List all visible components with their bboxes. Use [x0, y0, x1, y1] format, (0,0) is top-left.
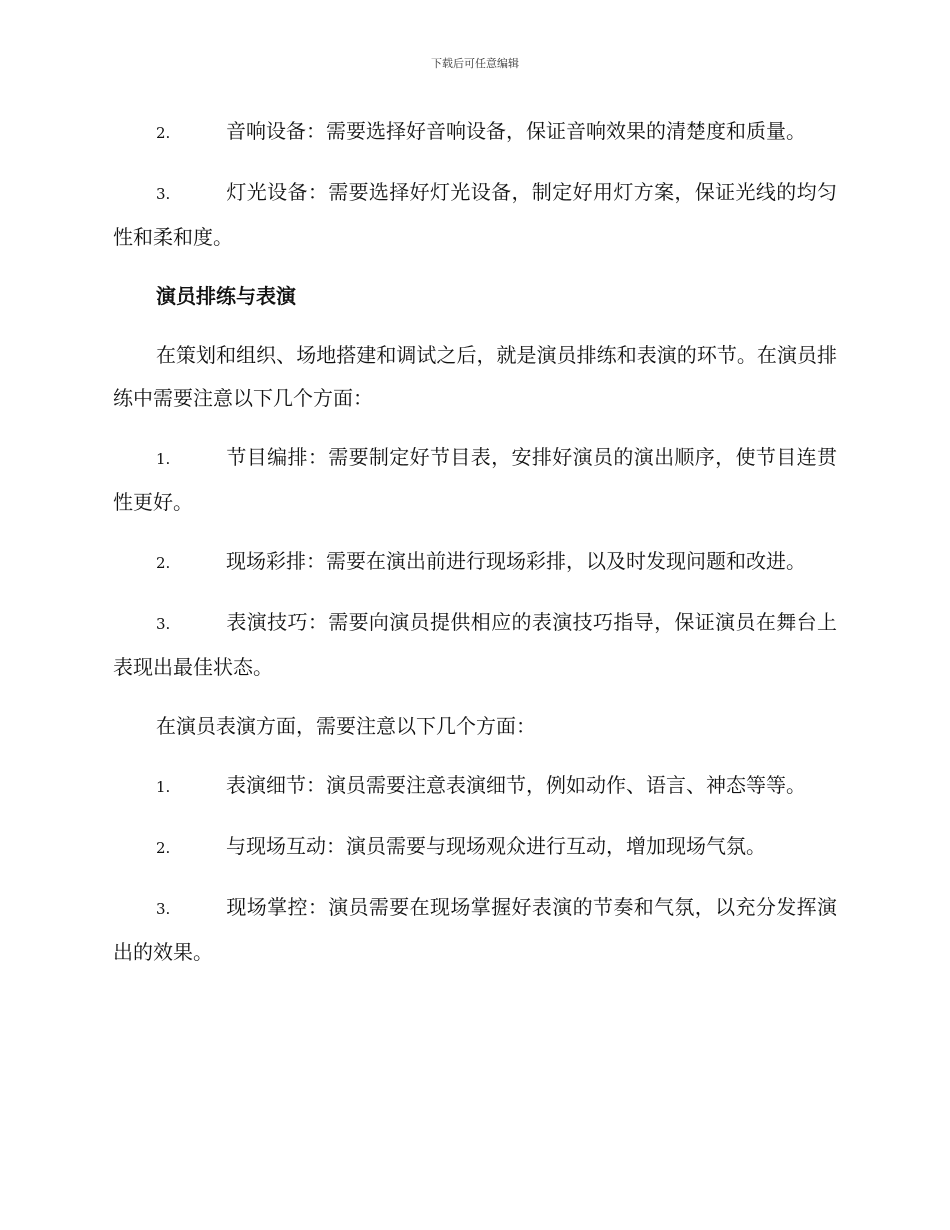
section-heading: 演员排练与表演: [156, 284, 296, 308]
list-item: [113, 436, 837, 524]
list-item: [113, 764, 837, 809]
list-item-number: 2.: [156, 554, 171, 572]
list-item: [113, 110, 837, 155]
list-item-number: 1.: [156, 450, 171, 468]
list-item-text: 灯光设备：需要选择好灯光设备，制定好用灯方案，保证光线的均匀性和柔和度。: [113, 180, 837, 249]
list-item-number: 3.: [156, 185, 171, 203]
intro-paragraph: 在策划和组织、场地搭建和调试之后，就是演员排练和表演的环节。在演员排练中需要注意以下几个方面：: [113, 343, 837, 410]
list-item-text: 音响设备：需要选择好音响设备，保证音响效果的清楚度和质量。: [226, 119, 806, 143]
list-item-number: 1.: [156, 778, 171, 796]
list-item-text: 表演技巧：需要向演员提供相应的表演技巧指导，保证演员在舞台上表现出最佳状态。: [113, 610, 837, 679]
list-item-number: 3.: [156, 900, 171, 918]
list-item-number: 2.: [156, 124, 171, 142]
page-header-note: 下载后可任意编辑: [431, 57, 519, 70]
list-item: [113, 886, 837, 974]
document-body: [113, 110, 837, 990]
list-item-text: 节目编排：需要制定好节目表，安排好演员的演出顺序，使节目连贯性更好。: [113, 445, 837, 514]
list-item: [113, 171, 837, 259]
performance-intro-paragraph: 在演员表演方面，需要注意以下几个方面：: [156, 714, 536, 738]
list-item-number: 2.: [156, 839, 171, 857]
list-item-text: 表演细节：演员需要注意表演细节，例如动作、语言、神态等等。: [226, 773, 806, 797]
list-item-text: 现场彩排：需要在演出前进行现场彩排，以及时发现问题和改进。: [226, 549, 806, 573]
list-item-text: 现场掌控：演员需要在现场掌握好表演的节奏和气氛，以充分发挥演出的效果。: [113, 895, 837, 964]
list-item-text: 与现场互动：演员需要与现场观众进行互动，增加现场气氛。: [226, 834, 766, 858]
list-item: [113, 601, 837, 689]
list-item: [113, 540, 837, 585]
list-item: [113, 825, 837, 870]
list-item-number: 3.: [156, 615, 171, 633]
